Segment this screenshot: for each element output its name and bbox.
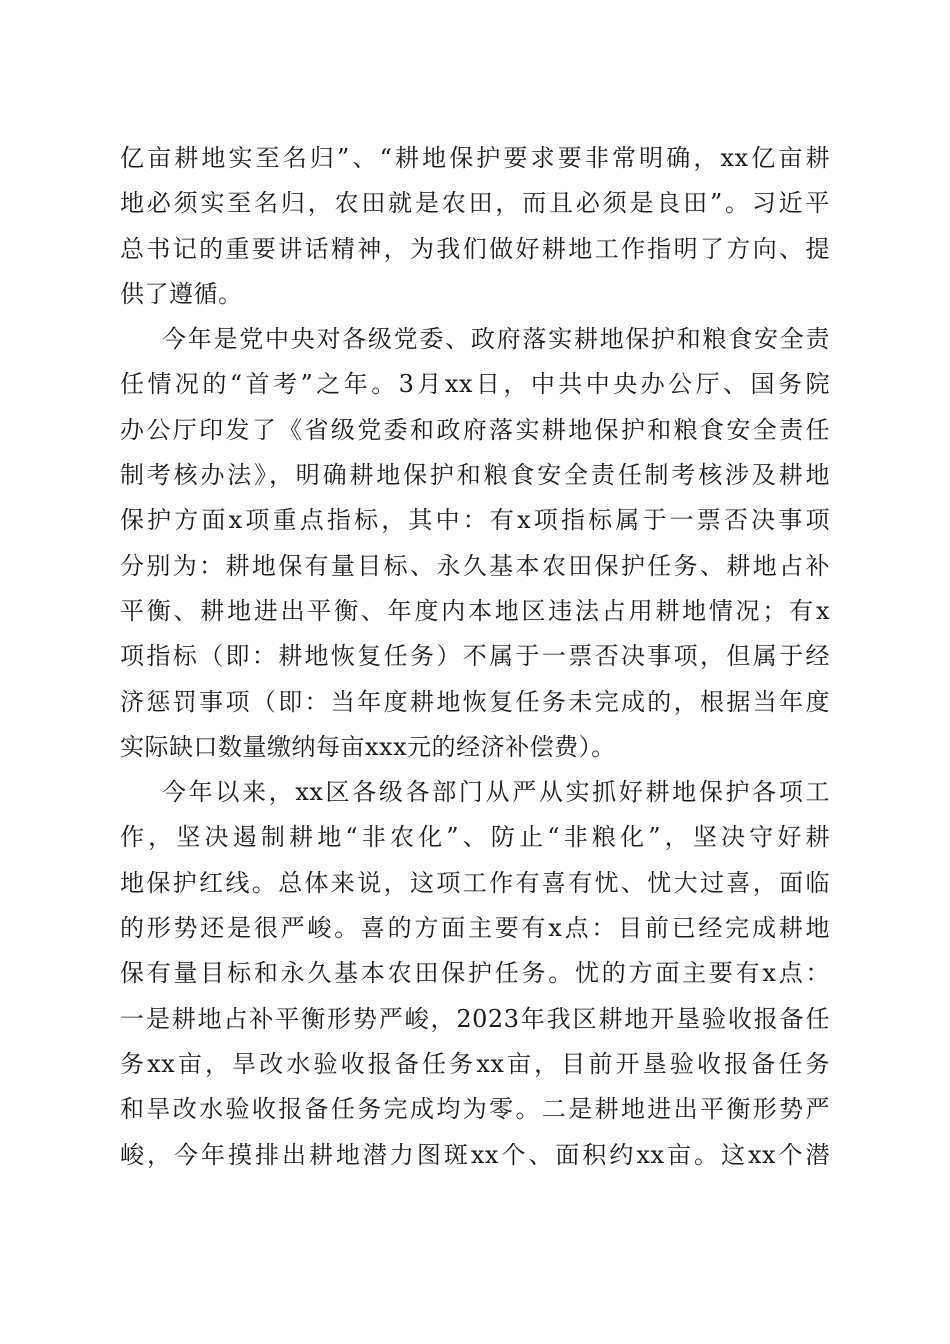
text-line: 办公厅印发了《省级党委和政府落实耕地保护和粮食安全责任: [120, 415, 830, 444]
paragraph-first-line: 今年是党中央对各级党委、政府落实耕地保护和粮食安全责: [162, 325, 830, 354]
text-line: 亿亩耕地实至名归”、“耕地保护要求要非常明确，xx亿亩耕: [120, 144, 830, 172]
text-line: 分别为：耕地保有量目标、永久基本农田保护任务、耕地占补: [120, 551, 830, 580]
text-line: 峻，今年摸排出耕地潜力图斑xx个、面积约xx亩。这xx个潜: [120, 1140, 830, 1169]
text-line: 平衡、耕地进出平衡、年度内本地区违法占用耕地情况；有x: [120, 596, 830, 625]
text-line: 和旱改水验收报备任务完成均为零。二是耕地进出平衡形势严: [120, 1095, 830, 1124]
text-line: 保护方面x项重点指标，其中：有x项指标属于一票否决事项: [120, 506, 830, 535]
text-line: 地必须实至名归，农田就是农田，而且必须是良田”。习近平: [120, 189, 830, 218]
text-line: 保有量目标和永久基本农田保护任务。忧的方面主要有x点：: [120, 959, 830, 988]
text-line: 务xx亩，旱改水验收报备任务xx亩，目前开垦验收报备任务: [120, 1049, 830, 1078]
text-line: 实际缺口数量缴纳每亩xxx元的经济补偿费）。: [120, 732, 616, 761]
paragraph-first-line: 今年以来，xx区各级各部门从严从实抓好耕地保护各项工: [162, 778, 830, 807]
text-line: 地保护红线。总体来说，这项工作有喜有忧、忧大过喜，面临: [120, 868, 830, 897]
text-line: 一是耕地占补平衡形势严峻，2023年我区耕地开垦验收报备任: [120, 1004, 830, 1033]
text-line: 的形势还是很严峻。喜的方面主要有x点：目前已经完成耕地: [120, 914, 830, 943]
document-body: [120, 136, 830, 1178]
text-line: 作，坚决遏制耕地“非农化”、防止“非粮化”，坚决守好耕: [120, 823, 830, 852]
text-line: 济惩罚事项（即：当年度耕地恢复任务未完成的，根据当年度: [120, 687, 830, 716]
text-line: 任情况的“首考”之年。3月xx日，中共中央办公厅、国务院: [120, 370, 830, 399]
text-line: 供了遵循。: [120, 279, 243, 308]
text-line: 总书记的重要讲话精神，为我们做好耕地工作指明了方向、提: [120, 234, 830, 263]
text-line: 制考核办法》，明确耕地保护和粮食安全责任制考核涉及耕地: [120, 461, 830, 490]
text-line: 项指标（即：耕地恢复任务）不属于一票否决事项，但属于经: [120, 642, 830, 671]
